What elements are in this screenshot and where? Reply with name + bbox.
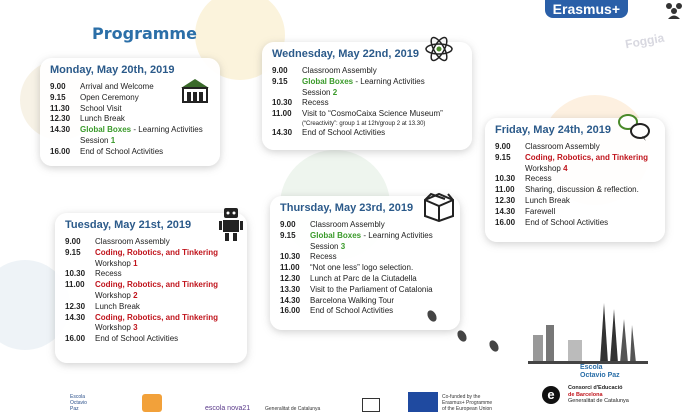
schedule-time: 12.30	[50, 114, 71, 124]
schedule-time: 10.30	[272, 98, 293, 108]
footprints-icon	[424, 308, 514, 356]
e-logo: e	[542, 386, 560, 404]
box-icon	[422, 190, 456, 222]
activity-session: Session	[310, 241, 341, 251]
session-number: 1	[133, 258, 138, 268]
schedule-activity	[95, 269, 237, 280]
activity-text: Lunch at Parc de la Ciutadella	[310, 273, 417, 283]
schedule-activity	[80, 114, 210, 125]
schedule-time: 9.00	[272, 66, 288, 75]
schedule-time: 14.30	[280, 295, 301, 305]
schedule-list	[280, 220, 450, 317]
activity-highlight: Coding, Robotics, and Tinkering	[95, 312, 218, 322]
schedule-row	[65, 334, 237, 345]
activity-highlight: Global Boxes	[80, 125, 132, 135]
activity-highlight: Coding, Robotics, and Tinkering	[525, 152, 648, 162]
schedule-activity	[302, 109, 462, 128]
schedule-activity	[310, 252, 450, 263]
schedule-time: 10.30	[65, 269, 86, 279]
schedule-row	[65, 248, 237, 270]
schedule-row	[272, 109, 462, 128]
schedule-activity	[80, 147, 210, 158]
schedule-time: 11.00	[65, 280, 85, 290]
schedule-row	[65, 302, 237, 313]
school-logo-2	[142, 394, 162, 412]
schedule-row	[272, 77, 462, 99]
schedule-activity	[302, 128, 462, 139]
activity-text: Recess	[95, 269, 122, 279]
schedule-activity	[95, 313, 237, 335]
activity-text: Classroom Assembly	[310, 220, 385, 229]
foggia-label: Foggia	[623, 30, 665, 52]
schedule-time: 13.30	[280, 284, 301, 294]
activity-session: Session	[80, 135, 111, 145]
schedule-time: 16.00	[495, 217, 516, 227]
schedule-activity	[80, 125, 210, 147]
activity-text: End of School Activities	[80, 146, 164, 156]
activity-text: Lunch Break	[80, 114, 125, 124]
schedule-row	[280, 296, 450, 307]
schedule-time: 9.00	[50, 82, 66, 91]
schedule-list	[65, 237, 237, 345]
session-number: 3	[340, 241, 346, 251]
schedule-activity	[525, 142, 655, 153]
robot-icon	[218, 206, 244, 242]
schedule-time: 12.30	[65, 301, 86, 311]
schedule-time: 9.15	[65, 247, 81, 257]
session-number: 2	[133, 290, 138, 300]
schedule-activity	[95, 248, 237, 270]
day-title: Friday, May 24th, 2019	[495, 124, 611, 136]
activity-session: Session	[302, 87, 333, 97]
schedule-row	[272, 128, 462, 139]
schedule-list	[495, 142, 655, 228]
schedule-time: 10.30	[495, 174, 516, 184]
activity-text: Barcelona Walking Tour	[310, 295, 395, 305]
schedule-activity	[95, 237, 237, 248]
activity-text: Open Ceremony	[80, 92, 139, 102]
activity-text: Recess	[310, 252, 337, 262]
page-title: Programme	[92, 24, 197, 43]
activity-text: Visit to “CosmoCaixa Science Museum”	[302, 109, 443, 119]
schedule-time: 16.00	[280, 306, 301, 316]
erasmus-cofunded-logo: Co-funded by the Erasmus+ Programme of the European Union	[442, 394, 493, 412]
atom-icon	[424, 34, 454, 64]
schedule-time: 9.15	[280, 230, 296, 240]
schedule-row	[65, 237, 237, 248]
schedule-time: 14.30	[65, 312, 86, 322]
schedule-row	[495, 174, 655, 185]
activity-text: Recess	[302, 98, 329, 108]
activity-text: “Not one less” logo selection.	[310, 263, 414, 273]
people-icon	[664, 2, 684, 20]
school-name: Escola Octavio Paz	[580, 364, 620, 379]
schedule-activity	[310, 274, 450, 285]
schedule-activity	[310, 263, 450, 274]
schedule-time: 9.15	[495, 152, 511, 162]
session-number: 4	[563, 163, 568, 173]
activity-text: - Learning Activities	[353, 76, 425, 86]
schedule-row	[280, 231, 450, 253]
schedule-row	[65, 280, 237, 302]
schedule-time: 11.00	[280, 263, 300, 273]
speech-bubbles-icon	[616, 112, 652, 142]
session-number: 1	[110, 135, 116, 145]
barcelona-skyline-icon	[528, 295, 648, 365]
schedule-activity	[310, 285, 450, 296]
schedule-activity	[525, 185, 655, 196]
activity-text: Sharing, discussion & reflection.	[525, 185, 639, 195]
schedule-time: 14.30	[272, 127, 293, 137]
schedule-time: 11.30	[50, 103, 70, 113]
schedule-time: 16.00	[65, 334, 86, 344]
activity-session: Workshop	[95, 258, 134, 268]
schedule-time: 9.15	[272, 76, 288, 86]
activity-session: Workshop	[95, 323, 134, 333]
schedule-row	[50, 114, 210, 125]
schedule-time: 11.00	[495, 185, 515, 195]
schedule-time: 9.15	[50, 92, 66, 102]
schedule-row	[280, 263, 450, 274]
schedule-time: 9.00	[65, 237, 81, 246]
schedule-row	[50, 125, 210, 147]
activity-text: - Learning Activities	[131, 125, 203, 135]
schedule-time: 14.30	[50, 125, 71, 135]
schedule-row	[495, 207, 655, 218]
schedule-activity	[525, 218, 655, 229]
day-title: Wednesday, May 22nd, 2019	[272, 48, 419, 60]
schedule-time: 10.30	[280, 252, 301, 262]
schedule-row	[50, 147, 210, 158]
schedule-time: 12.30	[280, 273, 301, 283]
activity-text: Lunch Break	[525, 195, 570, 205]
schedule-row	[280, 274, 450, 285]
schedule-activity	[302, 77, 462, 99]
schedule-activity	[310, 231, 450, 253]
schedule-row	[495, 196, 655, 207]
consorci-logo: Consorci d'Educació de Barcelona Generalitat de Catalunya	[568, 385, 629, 404]
schedule-row	[280, 252, 450, 263]
activity-highlight: Coding, Robotics, and Tinkering	[95, 247, 218, 257]
activity-text: Recess	[525, 174, 552, 184]
day-title: Tuesday, May 21st, 2019	[65, 219, 192, 231]
schedule-activity	[525, 207, 655, 218]
activity-text: Lunch Break	[95, 301, 140, 311]
schedule-row	[495, 153, 655, 175]
schedule-time: 11.00	[272, 109, 292, 119]
day-title: Monday, May 20th, 2019	[50, 64, 175, 76]
activity-text: End of School Activities	[95, 334, 179, 344]
schedule-list	[272, 66, 462, 139]
schedule-row	[65, 269, 237, 280]
activity-session: Workshop	[525, 163, 564, 173]
activity-session: Workshop	[95, 290, 134, 300]
schedule-time: 9.00	[280, 220, 296, 229]
escola-nova-logo: escola nova21	[205, 405, 251, 412]
unesco-logo	[362, 398, 380, 412]
activity-highlight: Global Boxes	[310, 230, 362, 240]
day-title: Thursday, May 23rd, 2019	[280, 202, 414, 214]
activity-note: (“Creactivity”: group 1 at 12h/group 2 at 13.30)	[302, 120, 426, 127]
schedule-activity	[310, 296, 450, 307]
erasmus-badge: Erasmus+	[545, 0, 628, 18]
schedule-activity	[95, 334, 237, 345]
activity-text: Farewell	[525, 206, 556, 216]
schedule-activity	[302, 98, 462, 109]
schedule-row	[50, 104, 210, 115]
schedule-time: 16.00	[50, 146, 71, 156]
escola-octavio-paz-logo: Escola Octavio Paz	[70, 394, 87, 412]
footer-logos	[0, 390, 690, 414]
schedule-time: 12.30	[495, 195, 516, 205]
activity-text: Classroom Assembly	[95, 237, 170, 246]
school-icon	[178, 76, 212, 104]
generalitat-logo: Generalitat de Catalunya	[265, 406, 321, 412]
schedule-time: 9.00	[495, 142, 511, 151]
activity-text: End of School Activities	[310, 306, 394, 316]
schedule-activity	[525, 174, 655, 185]
schedule-activity	[95, 302, 237, 313]
activity-text: Classroom Assembly	[302, 66, 377, 75]
schedule-activity	[525, 196, 655, 207]
schedule-row	[495, 218, 655, 229]
eu-flag-logo	[408, 392, 438, 412]
schedule-activity	[302, 66, 462, 77]
schedule-row	[272, 98, 462, 109]
activity-text: School Visit	[80, 103, 122, 113]
session-number: 3	[133, 323, 138, 333]
activity-text: End of School Activities	[525, 217, 609, 227]
schedule-row	[280, 285, 450, 296]
schedule-row	[65, 313, 237, 335]
day-card-monday	[40, 58, 220, 166]
schedule-activity	[525, 153, 655, 175]
activity-text: Visit to the Parliament of Catalonia	[310, 284, 433, 294]
activity-text: Arrival and Welcome	[80, 82, 154, 91]
activity-highlight: Coding, Robotics, and Tinkering	[95, 280, 218, 290]
schedule-row	[495, 142, 655, 153]
schedule-row	[495, 185, 655, 196]
schedule-row	[272, 66, 462, 77]
activity-text: - Learning Activities	[361, 230, 433, 240]
activity-text: End of School Activities	[302, 127, 386, 137]
schedule-activity	[95, 280, 237, 302]
activity-highlight: Global Boxes	[302, 76, 354, 86]
schedule-activity	[80, 104, 210, 115]
schedule-time: 14.30	[495, 206, 516, 216]
activity-text: Classroom Assembly	[525, 142, 600, 151]
session-number: 2	[332, 87, 338, 97]
